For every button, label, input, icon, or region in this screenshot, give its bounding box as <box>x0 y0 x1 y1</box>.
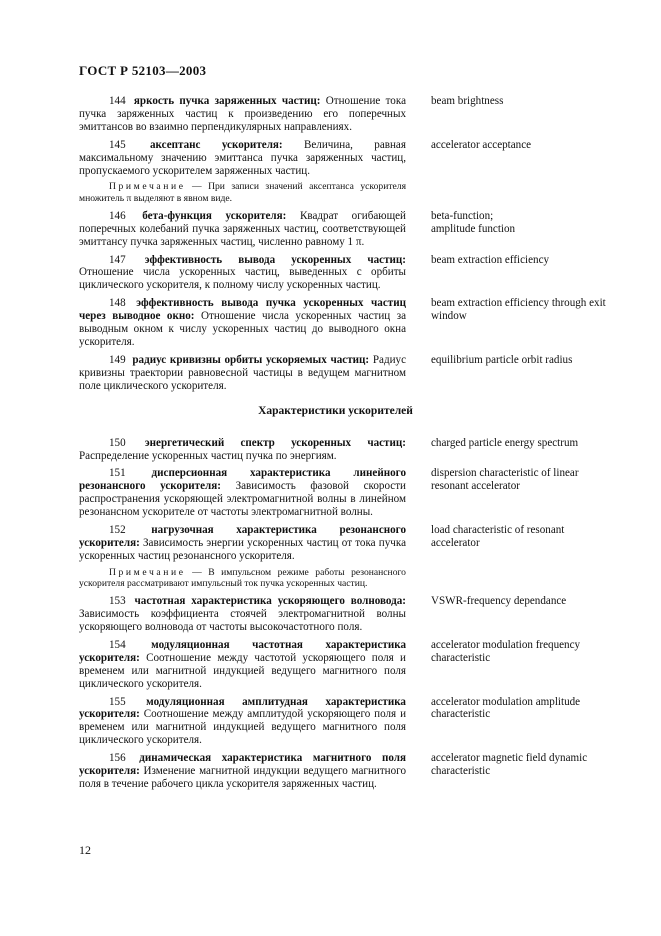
term-name: нагрузочная характеристика резонансного ускорителя: <box>79 524 406 549</box>
term-number: 149 <box>109 353 126 366</box>
term-number: 147 <box>109 253 126 266</box>
term-english <box>431 639 609 665</box>
term-name: радиус кривизны орбиты ускоряемых частиц: <box>132 353 370 366</box>
term-english <box>431 467 609 493</box>
term-text: Соотношение между амплитудой ускоряющего поля и временем или магнитной индукцией ведущего магнитного поля циклического ускорителя. <box>79 708 407 747</box>
term-text: Радиус кривизны траектории равновесной частицы в ведущем магнитном поле циклического ускорителя. <box>79 353 406 392</box>
term-definition-ru <box>79 354 406 393</box>
term-english <box>431 254 609 267</box>
term-english <box>431 524 609 550</box>
term-english <box>431 297 609 323</box>
english-term: accelerator modulation amplitude characteristic <box>431 695 581 721</box>
term-english <box>431 139 609 152</box>
term-name: дисперсионная характеристика линейного резонансного ускорителя: <box>79 467 406 493</box>
term-name: бета-функция ускорителя: <box>142 209 287 222</box>
term-name: эффективность вывода пучка ускоренных частиц через выводное окно: <box>79 297 407 323</box>
term-text: Квадрат огибающей поперечных колебаний пучка заряженных частиц, соответствующей эмиттансу пучка заряженных частиц, численно равному 1 π. <box>79 209 406 248</box>
term-entry-146 <box>79 210 609 249</box>
term-entry-144 <box>79 95 609 134</box>
english-term: beam extraction efficiency through exit window <box>431 297 606 323</box>
term-entry-145 <box>79 139 609 178</box>
english-term: VSWR-frequency dependance <box>431 595 567 608</box>
term-definition-ru <box>79 752 406 791</box>
term-definition-ru <box>79 254 406 293</box>
term-name: яркость пучка заряженных частиц: <box>133 95 321 107</box>
term-definition-ru <box>79 696 406 748</box>
term-text: Зависимость коэффициента стоячей электромагнитной волны ускоряющего волновода от частоты высокочастотного поля. <box>79 608 406 633</box>
english-term: accelerator magnetic field dynamic characteristic <box>431 752 588 778</box>
english-term: charged particle energy spectrum <box>431 436 579 449</box>
term-english <box>431 210 609 236</box>
term-entry-148 <box>79 297 609 349</box>
note-label: Примечание <box>109 566 186 578</box>
term-text: Соотношение между частотой ускоряющего поля и временем или магнитной индукцией ведущего магнитного поля циклического ускорителя. <box>79 651 406 690</box>
page-number: 12 <box>79 843 91 857</box>
term-number: 154 <box>109 638 126 651</box>
term-name: аксептанс ускорителя: <box>150 138 283 151</box>
note-152 <box>79 567 406 589</box>
term-text: Отношение числа ускоренных частиц за выводным окном к числу ускоренных частиц до выводного окна ускорителя. <box>79 310 406 348</box>
term-number: 156 <box>109 752 126 765</box>
term-number: 145 <box>109 138 126 151</box>
term-text: Зависимость энергии ускоренных частиц от тока пучка ускоренных частиц резонансного ускорителя. <box>79 536 406 562</box>
english-term: accelerator acceptance <box>431 138 532 151</box>
term-text: Величина, равная максимальному значению эмиттанса пучка заряженных частиц, пропускаемого ускорителем заряженных частиц. <box>79 138 406 177</box>
term-entry-156 <box>79 752 609 791</box>
term-number: 146 <box>109 209 126 222</box>
english-term: load characteristic of resonant accelerator <box>431 524 565 549</box>
term-number: 151 <box>109 467 126 480</box>
term-number: 155 <box>109 695 126 708</box>
note-label: Примечание <box>109 181 186 193</box>
term-entry-155 <box>79 696 609 748</box>
term-english <box>431 696 609 722</box>
term-name: модуляционная частотная характеристика ускорителя: <box>79 638 406 664</box>
note-dash: — <box>192 181 202 193</box>
term-english <box>431 752 609 778</box>
section-title: Характеристики ускорителей <box>258 404 413 417</box>
term-english <box>431 95 609 108</box>
term-definition-ru <box>79 467 406 519</box>
terms-list <box>79 95 609 796</box>
note-145 <box>79 181 406 203</box>
english-term: equilibrium particle orbit radius <box>431 353 573 366</box>
term-text: Отношение тока пучка заряженных частиц к произведению его поперечных эмиттансов во взаимно перпендикулярных направлениях. <box>79 95 407 133</box>
note-text: При записи значений аксептанса ускорителя множитель π выделяют в явном виде. <box>79 181 406 204</box>
term-name: эффективность вывода ускоренных частиц: <box>144 253 407 266</box>
english-term: beam extraction efficiency <box>431 253 550 266</box>
term-entry-149 <box>79 354 609 393</box>
term-entry-147 <box>79 254 609 293</box>
term-text: Зависимость фазовой скорости распространения ускоряющей электромагнитной волны в линейном резонансном ускорителе от частоты электромагнитной волны. <box>79 480 406 519</box>
term-definition-ru <box>79 139 406 178</box>
term-english <box>431 437 609 450</box>
term-text: Изменение магнитной индукции ведущего магнитного поля в течение рабочего цикла ускорителя заряженных частиц. <box>79 765 406 790</box>
term-definition-ru <box>79 297 406 349</box>
term-name: динамическая характеристика магнитного поля ускорителя: <box>79 752 406 778</box>
term-definition-ru <box>79 210 406 249</box>
term-name: энергетический спектр ускоренных частиц: <box>144 436 406 449</box>
term-english <box>431 595 609 608</box>
term-text: Отношение числа ускоренных частиц, выведенных с орбиты циклического ускорителя, к полному числу ускоренных частиц. <box>79 266 406 292</box>
note-dash: — <box>192 566 202 578</box>
term-definition-ru <box>79 95 406 134</box>
term-number: 144 <box>109 95 126 107</box>
term-number: 153 <box>109 595 126 608</box>
term-definition-ru <box>79 524 406 563</box>
document-header: ГОСТ Р 52103—2003 <box>79 63 207 78</box>
term-number: 150 <box>109 436 126 449</box>
term-entry-153 <box>79 595 609 634</box>
english-term: accelerator modulation frequency characteristic <box>431 638 581 664</box>
term-definition-ru <box>79 437 406 463</box>
term-definition-ru <box>79 639 406 691</box>
term-entry-154 <box>79 639 609 691</box>
english-term: beta-function; <box>431 209 494 222</box>
term-definition-ru <box>79 595 406 634</box>
note-text: В импульсном режиме работы резонансного ускорителя рассматривают импульсный ток пучка ускоренных частиц. <box>79 566 406 589</box>
term-entry-152 <box>79 524 609 563</box>
term-entry-151 <box>79 467 609 519</box>
term-name: частотная характеристика ускоряющего волновода: <box>134 595 406 608</box>
english-term: amplitude function <box>431 222 516 235</box>
term-number: 152 <box>109 524 126 537</box>
term-number: 148 <box>109 297 126 310</box>
term-name: модуляционная амплитудная характеристика ускорителя: <box>79 695 406 721</box>
term-entry-150 <box>79 437 609 463</box>
term-english <box>431 354 609 367</box>
term-text: Распределение ускоренных частиц пучка по энергиям. <box>79 449 337 462</box>
english-term: dispersion characteristic of linear resonant accelerator <box>431 467 579 493</box>
english-term: beam brightness <box>431 95 504 107</box>
